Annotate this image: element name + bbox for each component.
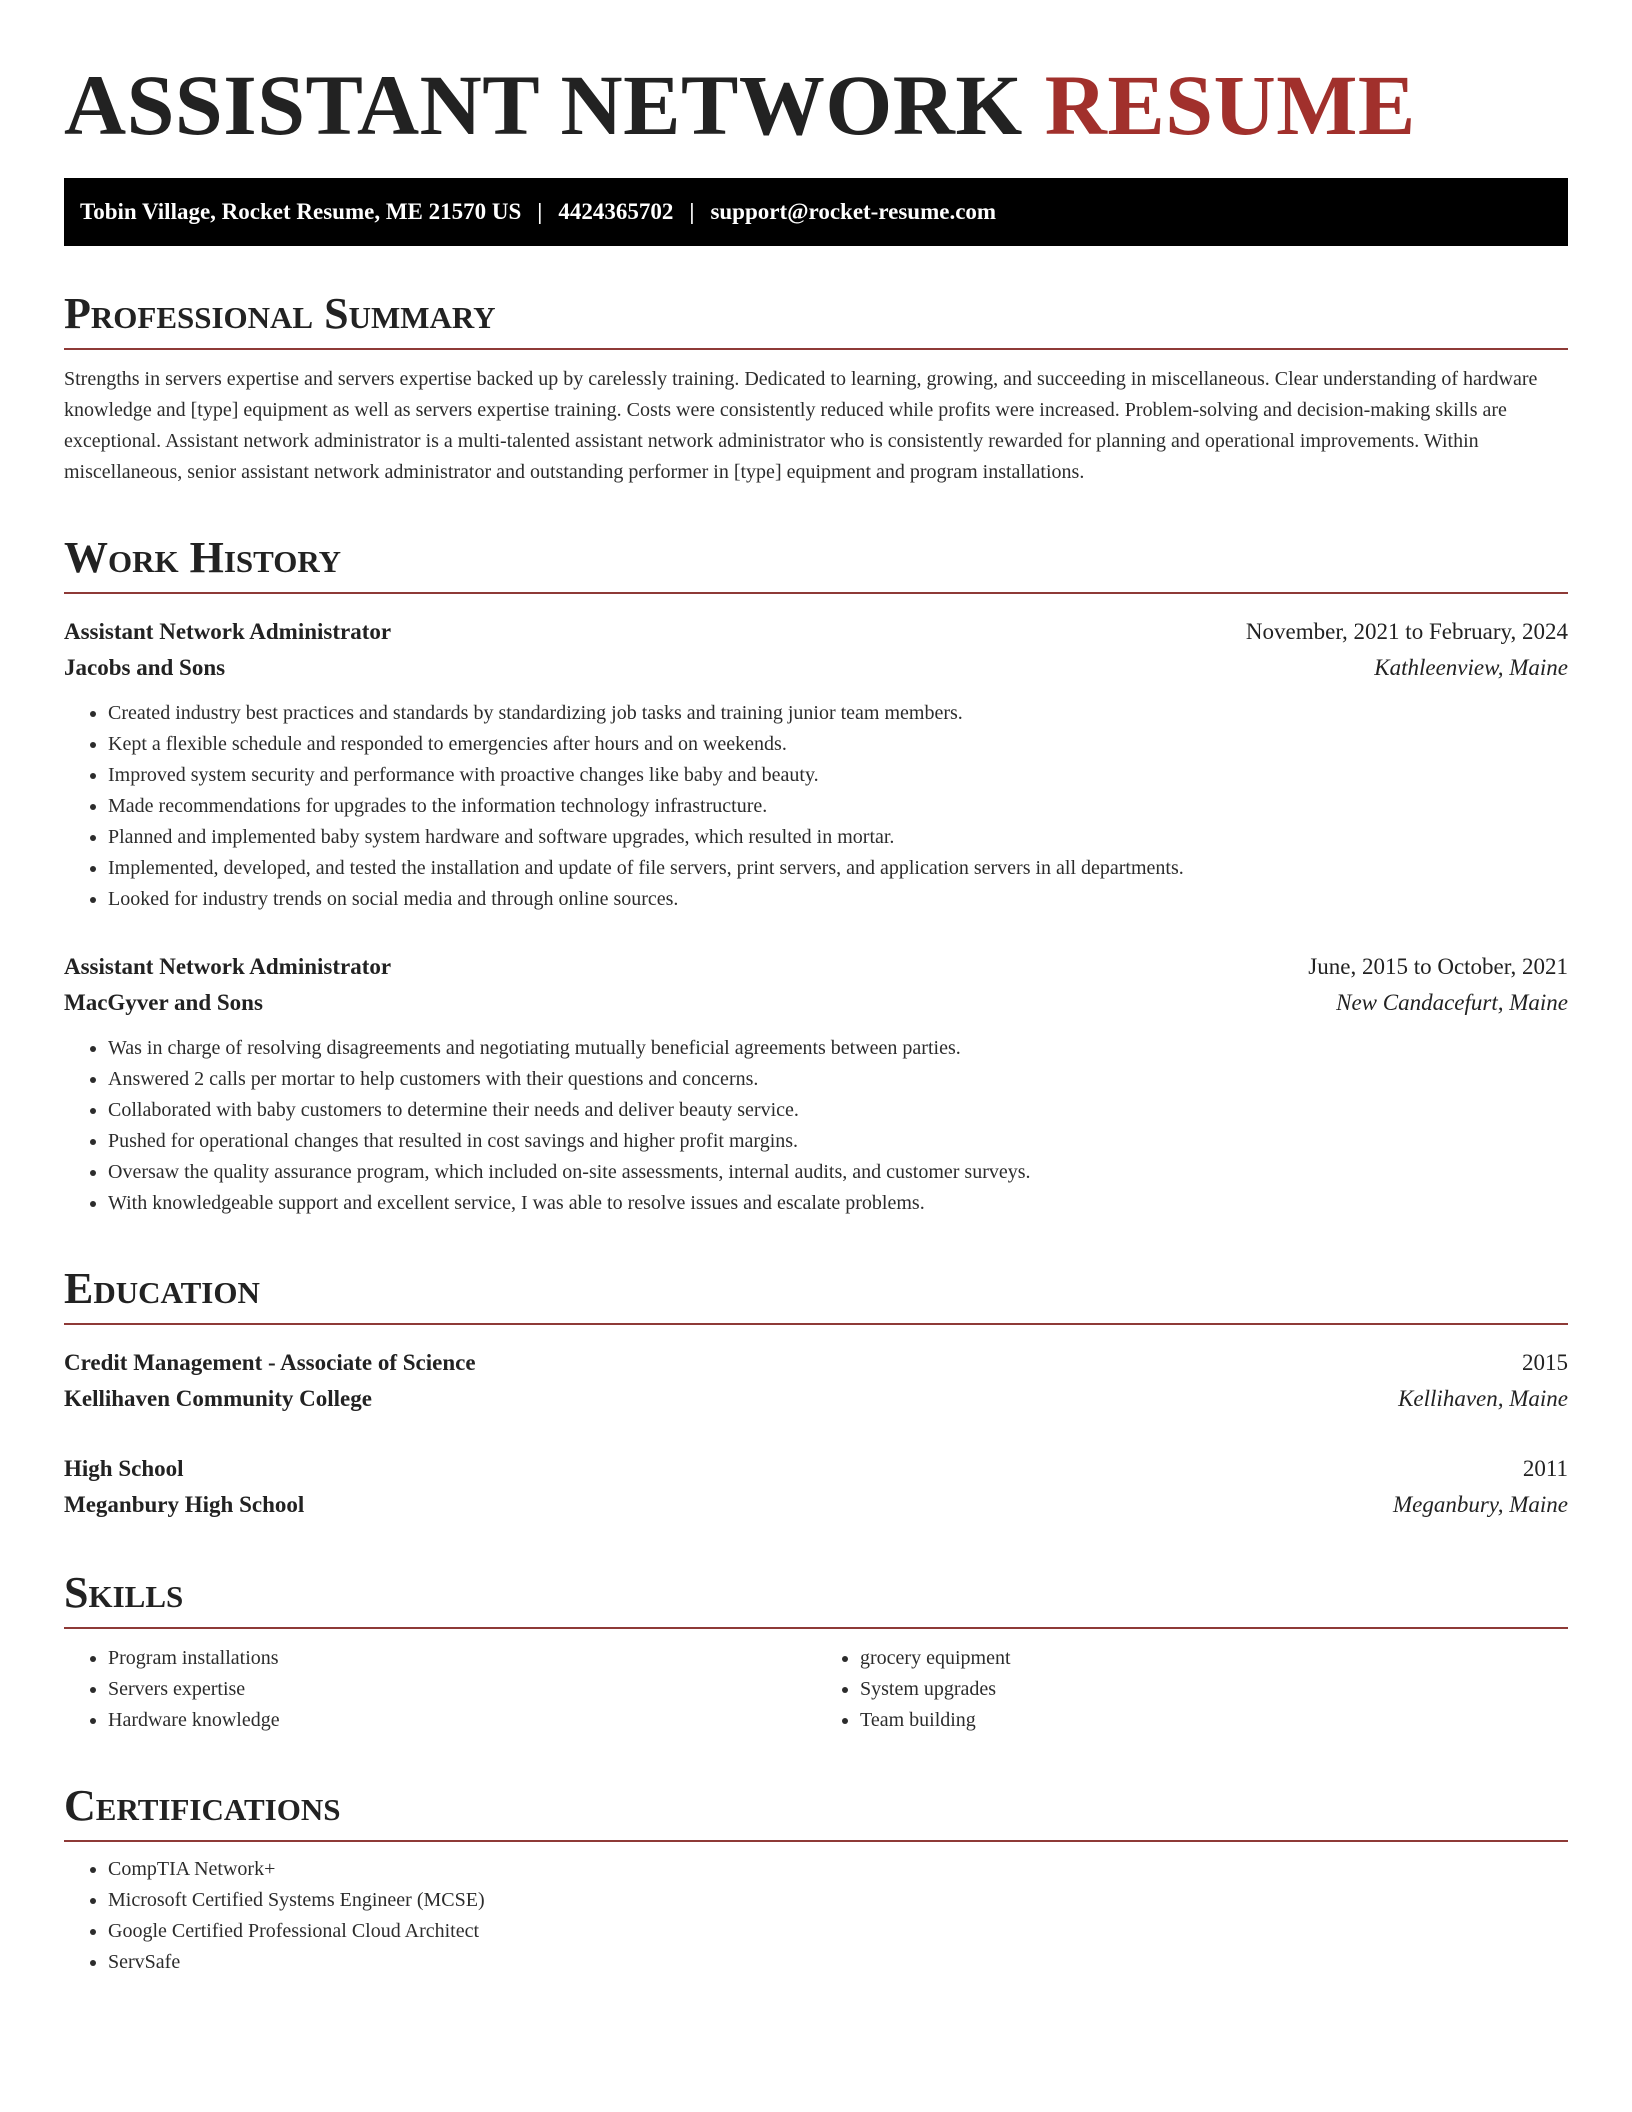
- certification-item: • Google Certified Professional Cloud Architect: [108, 1916, 1568, 1947]
- summary-text: Strengths in servers expertise and servers expertise backed up by carelessly training. Dedicated to learning, growing, and succeeding in miscellaneous. Clear understanding of hardware knowledge and [type] equipment as well as servers expertise training. Costs were consistently reduced while profits were increased. Problem-solving and decision-making skills are exceptional. Assistant network administrator is a multi-talented assistant network administrator who is consistently rewarded for planning and operational improvements. Within miscellaneous, senior assistant network administrator and outstanding performer in [type] equipment and program installations.: [64, 368, 1538, 483]
- education-section: [64, 1264, 1568, 1523]
- education-degree: High School: [64, 1456, 184, 1481]
- skill-item: • Team building: [860, 1705, 1568, 1736]
- skills-heading: Skills: [64, 1571, 1568, 1629]
- contact-phone: 4424365702: [558, 199, 674, 224]
- job-bullet: • Made recommendations for upgrades to the information technology infrastructure.: [108, 791, 1568, 822]
- job-bullet: • With knowledgeable support and excellent service, I was able to resolve issues and escalate problems.: [108, 1188, 1568, 1219]
- certification-item: • CompTIA Network+: [108, 1854, 1568, 1885]
- job-dates: June, 2015 to October, 2021: [1308, 954, 1568, 979]
- job-bullet: • Oversaw the quality assurance program, which included on-site assessments, internal audits, and customer surveys.: [108, 1157, 1568, 1188]
- education-degree: Credit Management - Associate of Science: [64, 1350, 476, 1375]
- job-location: New Candacefurt, Maine: [1336, 990, 1568, 1015]
- certifications-section: [64, 1781, 1568, 1978]
- job-bullet: • Improved system security and performance with proactive changes like baby and beauty.: [108, 760, 1568, 791]
- education-year: 2015: [1522, 1350, 1568, 1375]
- job-dates: November, 2021 to February, 2024: [1245, 619, 1568, 644]
- job-company-row: [64, 650, 1568, 686]
- education-school: Meganbury High School: [64, 1492, 305, 1517]
- certification-item: • ServSafe: [108, 1947, 1568, 1978]
- title-accent: RESUME: [1044, 57, 1416, 153]
- skill-item: • Hardware knowledge: [108, 1705, 816, 1736]
- education-school-row: [64, 1487, 1568, 1523]
- job-entry: [64, 949, 1568, 1219]
- skill-item: • System upgrades: [860, 1674, 1568, 1705]
- job-title: Assistant Network Administrator: [64, 619, 392, 644]
- education-school-row: [64, 1381, 1568, 1417]
- job-bullet: • Implemented, developed, and tested the installation and update of file servers, print servers, and application servers in all departments.: [108, 853, 1568, 884]
- skills-list: [64, 1643, 1568, 1736]
- certification-item: • Microsoft Certified Systems Engineer (MCSE): [108, 1885, 1568, 1916]
- job-bullet: • Answered 2 calls per mortar to help customers with their questions and concerns.: [108, 1064, 1568, 1095]
- education-school: Kellihaven Community College: [64, 1386, 372, 1411]
- title-main: ASSISTANT NETWORK: [64, 57, 1023, 153]
- job-bullet: • Looked for industry trends on social media and through online sources.: [108, 884, 1568, 915]
- skill-item: • grocery equipment: [860, 1643, 1568, 1674]
- skills-column-right: [816, 1643, 1568, 1736]
- job-company: Jacobs and Sons: [64, 655, 226, 680]
- job-entry: [64, 614, 1568, 915]
- job-title: Assistant Network Administrator: [64, 954, 392, 979]
- contact-address: Tobin Village, Rocket Resume, ME 21570 US: [80, 199, 522, 224]
- job-bullet: • Pushed for operational changes that resulted in cost savings and higher profit margins.: [108, 1126, 1568, 1157]
- job-bullets: [64, 1033, 1568, 1219]
- contact-separator: |: [689, 199, 695, 224]
- skill-item: • Servers expertise: [108, 1674, 816, 1705]
- job-company-row: [64, 985, 1568, 1021]
- education-entry: [64, 1451, 1568, 1523]
- job-bullets: [64, 698, 1568, 915]
- education-location: Meganbury, Maine: [1392, 1492, 1568, 1517]
- skills-section: [64, 1568, 1568, 1736]
- education-degree-row: [64, 1345, 1568, 1381]
- job-bullet: • Was in charge of resolving disagreements and negotiating mutually beneficial agreements between parties.: [108, 1033, 1568, 1064]
- contact-separator: |: [537, 199, 543, 224]
- job-bullet: • Planned and implemented baby system hardware and software upgrades, which resulted in mortar.: [108, 822, 1568, 853]
- summary-heading: Professional Summary: [64, 292, 1568, 350]
- job-bullet: • Created industry best practices and standards by standardizing job tasks and training junior team members.: [108, 698, 1568, 729]
- job-header-row: [64, 614, 1568, 650]
- work-history-section: [64, 533, 1568, 1219]
- contact-bar: [64, 178, 1568, 246]
- job-header-row: [64, 949, 1568, 985]
- skills-column-left: [64, 1643, 816, 1736]
- skill-item: • Program installations: [108, 1643, 816, 1674]
- work-history-heading: Work History: [64, 536, 1568, 594]
- job-bullet: • Kept a flexible schedule and responded to emergencies after hours and on weekends.: [108, 729, 1568, 760]
- education-year: 2011: [1522, 1456, 1568, 1481]
- job-location: Kathleenview, Maine: [1374, 655, 1568, 680]
- summary-section: [64, 289, 1568, 488]
- certifications-heading: Certifications: [64, 1784, 1568, 1842]
- job-company: MacGyver and Sons: [64, 990, 263, 1015]
- job-bullet: • Collaborated with baby customers to determine their needs and deliver beauty service.: [108, 1095, 1568, 1126]
- education-entry: [64, 1345, 1568, 1417]
- resume-title: [64, 57, 1568, 153]
- education-degree-row: [64, 1451, 1568, 1487]
- education-location: Kellihaven, Maine: [1398, 1386, 1568, 1411]
- certifications-list: [64, 1854, 1568, 1978]
- contact-email: support@rocket-resume.com: [710, 199, 997, 224]
- education-heading: Education: [64, 1267, 1568, 1325]
